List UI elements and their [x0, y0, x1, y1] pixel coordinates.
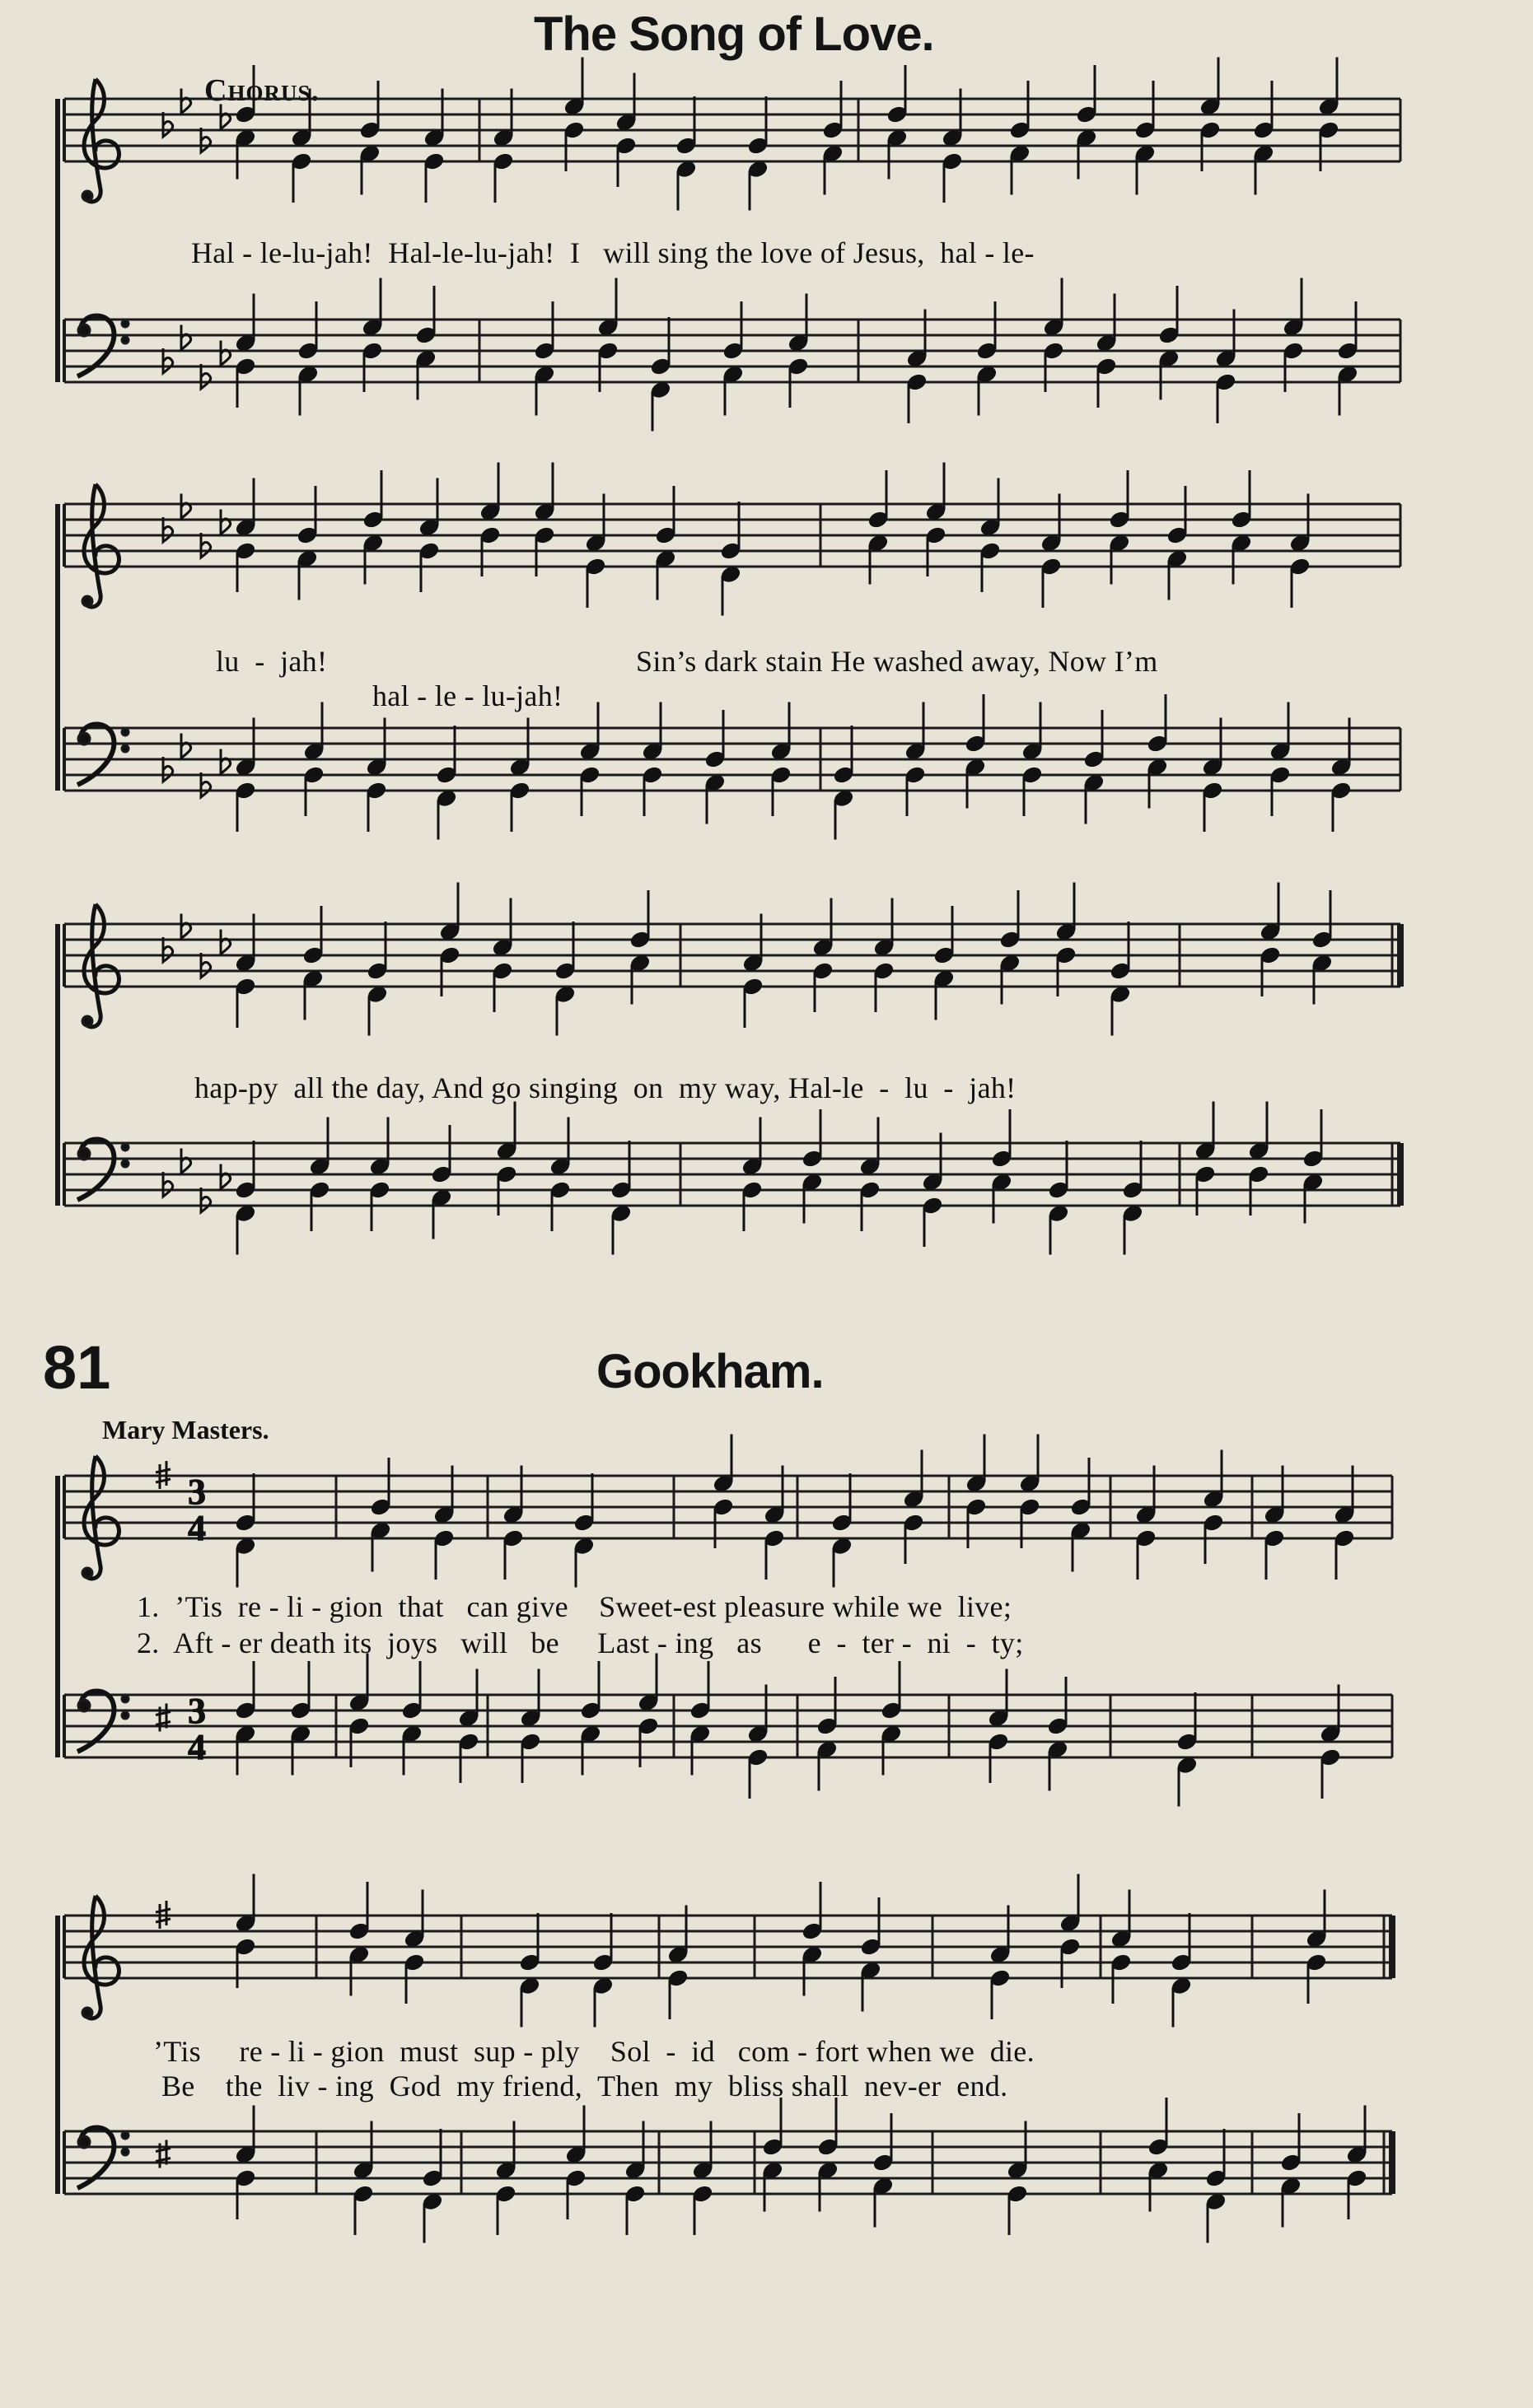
lyric-line: 1. ’Tis re - li - gion that can give Sweet-est pleasure while we live;: [137, 1590, 1012, 1623]
svg-text:4: 4: [188, 1727, 206, 1767]
lyric-line: hap-py all the day, And go singing on my way, Hal-le - lu - jah!: [194, 1071, 1017, 1104]
song-title: The Song of Love.: [534, 7, 934, 61]
section-label: Chorus.: [204, 73, 320, 108]
lyric-line: hal - le - lu-jah!: [372, 679, 563, 712]
hymn-number: 81: [43, 1333, 111, 1402]
lyric-line: Hal - le-lu-jah! Hal-le-lu-jah! I will sing the love of Jesus, hal - le-: [191, 236, 1035, 269]
lyric-line: Sin’s dark stain He washed away, Now I’m: [636, 645, 1158, 678]
svg-text:3: 3: [188, 1472, 206, 1512]
song-title: Gookham.: [596, 1345, 824, 1398]
svg-text:3: 3: [188, 1691, 206, 1731]
lyric-line: lu - jah!: [216, 645, 328, 678]
lyric-line: 2. Aft - er death its joys will be Last - ing as e - ter - ni - ty;: [137, 1626, 1024, 1659]
lyric-line: Be the liv - ing God my friend, Then my bliss shall nev-er end.: [161, 2070, 1008, 2102]
author-credit: Mary Masters.: [102, 1415, 269, 1444]
lyric-line: ’Tis re - li - gion must sup - ply Sol - id com - fort when we die.: [153, 2035, 1035, 2068]
svg-text:4: 4: [188, 1508, 206, 1548]
